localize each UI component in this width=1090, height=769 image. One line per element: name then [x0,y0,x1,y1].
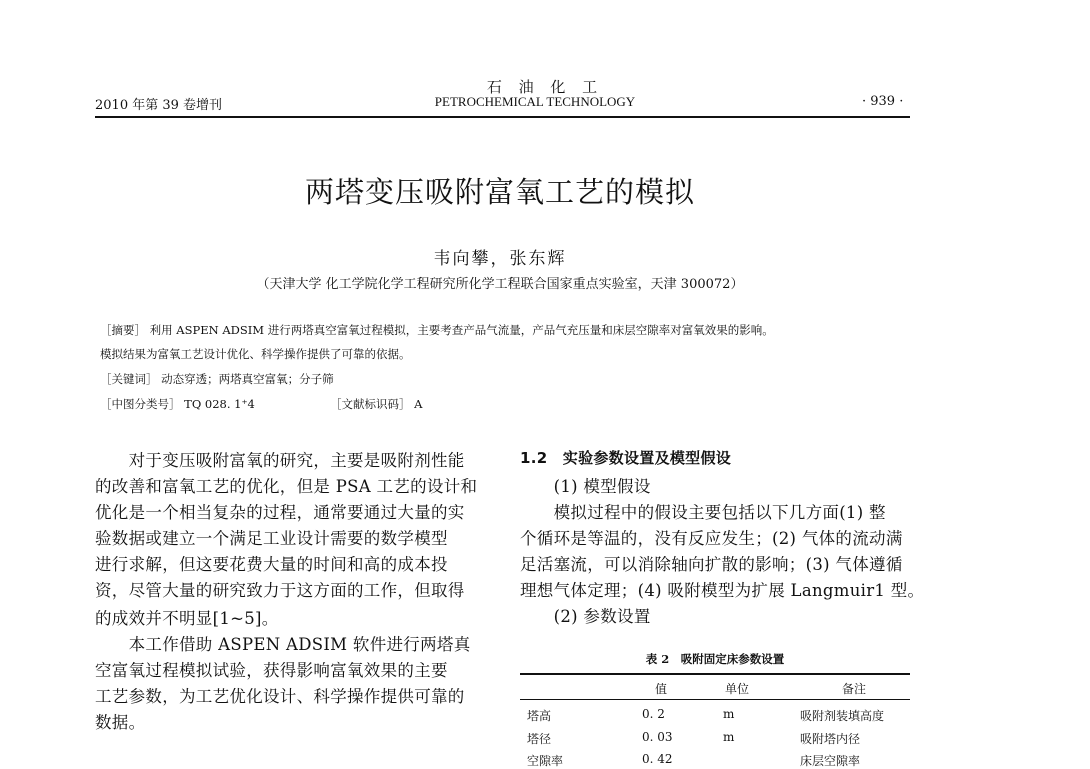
header-rule [95,116,910,118]
table-cell: 空隙率 [527,754,564,768]
paragraph-line: 的改善和富氧工艺的优化，但是 PSA 工艺的设计和 [95,477,478,496]
page-number: · 939 · [862,94,904,109]
table-header: 单位 [725,682,750,696]
paragraph-line: 的成效并不明显[1~5]。 [95,609,279,628]
table-cell: 吸附塔内径 [800,732,861,746]
paragraph-line: 理想气体定理；(4) 吸附模型为扩展 Langmuir1 型。 [520,581,925,600]
journal-cn: 石 油 化 工 [486,78,604,96]
paper-title: 两塔变压吸附富氧工艺的模拟 [304,175,695,209]
paragraph-line: 验数据或建立一个满足工业设计需要的数学模型 [95,529,448,548]
table-cell: 塔径 [527,732,552,746]
paragraph-line: 进行求解，但这要花费大量的时间和高的成本投 [95,555,448,574]
section-heading: 1.2 实验参数设置及模型假设 [520,449,732,467]
table-cell: 吸附剂装填高度 [800,709,885,723]
paragraph-line: 优化是一个相当复杂的过程，通常要通过大量的实 [95,503,465,522]
table-top-rule [520,673,910,675]
table-header: 备注 [842,682,867,696]
paragraph-line: 足活塞流，可以消除轴向扩散的影响；(3) 气体遵循 [520,555,903,574]
abstract-line: ［摘要］ 利用 ASPEN ADSIM 进行两塔真空富氧过程模拟，主要考查产品气流量，产品气充压量和床层空隙率对富氧效果的影响。 [100,323,774,337]
clc-number: ［中图分类号］ TQ 028. 1⁺4 [100,397,255,411]
table-cell: 床层空隙率 [800,754,861,768]
paragraph-line: 个循环是等温的，没有反应发生；(2) 气体的流动满 [520,529,903,548]
journal-en: PETROCHEMICAL TECHNOLOGY [434,94,636,109]
subheading: (1) 模型假设 [520,477,651,496]
paragraph-line: 空富氧过程模拟试验，获得影响富氧效果的主要 [95,661,448,680]
affiliation: （天津大学 化工学院化学工程研究所化学工程联合国家重点实验室，天津 300072） [256,277,744,292]
subheading: (2) 参数设置 [520,607,651,626]
table-cell: 0. 03 [642,730,673,744]
table-cell: 0. 2 [642,707,665,721]
table-caption: 表 2 吸附固定床参数设置 [645,652,785,666]
table-header: 值 [655,682,668,696]
paragraph-line: 对于变压吸附富氧的研究，主要是吸附剂性能 [95,451,465,470]
table-cell: 0. 42 [642,752,673,766]
authors: 韦向攀，张东辉 [433,249,567,269]
paragraph-line: 资，尽管大量的研究致力于这方面的工作，但取得 [95,581,465,600]
paragraph-line: 工艺参数，为工艺优化设计、科学操作提供可靠的 [95,687,465,706]
abstract-line: 模拟结果为富氧工艺设计优化、科学操作提供了可靠的依据。 [100,347,411,361]
table-cell: m [723,730,735,744]
issue: 2010 年第 39 卷增刊 [95,98,223,113]
keywords: ［关键词］ 动态穿透；两塔真空富氧；分子筛 [100,372,334,386]
table-cell: m [723,707,735,721]
table-header-rule [520,699,910,700]
paragraph-line: 本工作借助 ASPEN ADSIM 软件进行两塔真 [95,635,471,654]
document-code: ［文献标识码］ A [330,397,423,411]
table-cell: 塔高 [527,709,552,723]
paragraph-line: 数据。 [95,713,146,732]
paragraph-line: 模拟过程中的假设主要包括以下几方面(1) 整 [520,503,886,522]
